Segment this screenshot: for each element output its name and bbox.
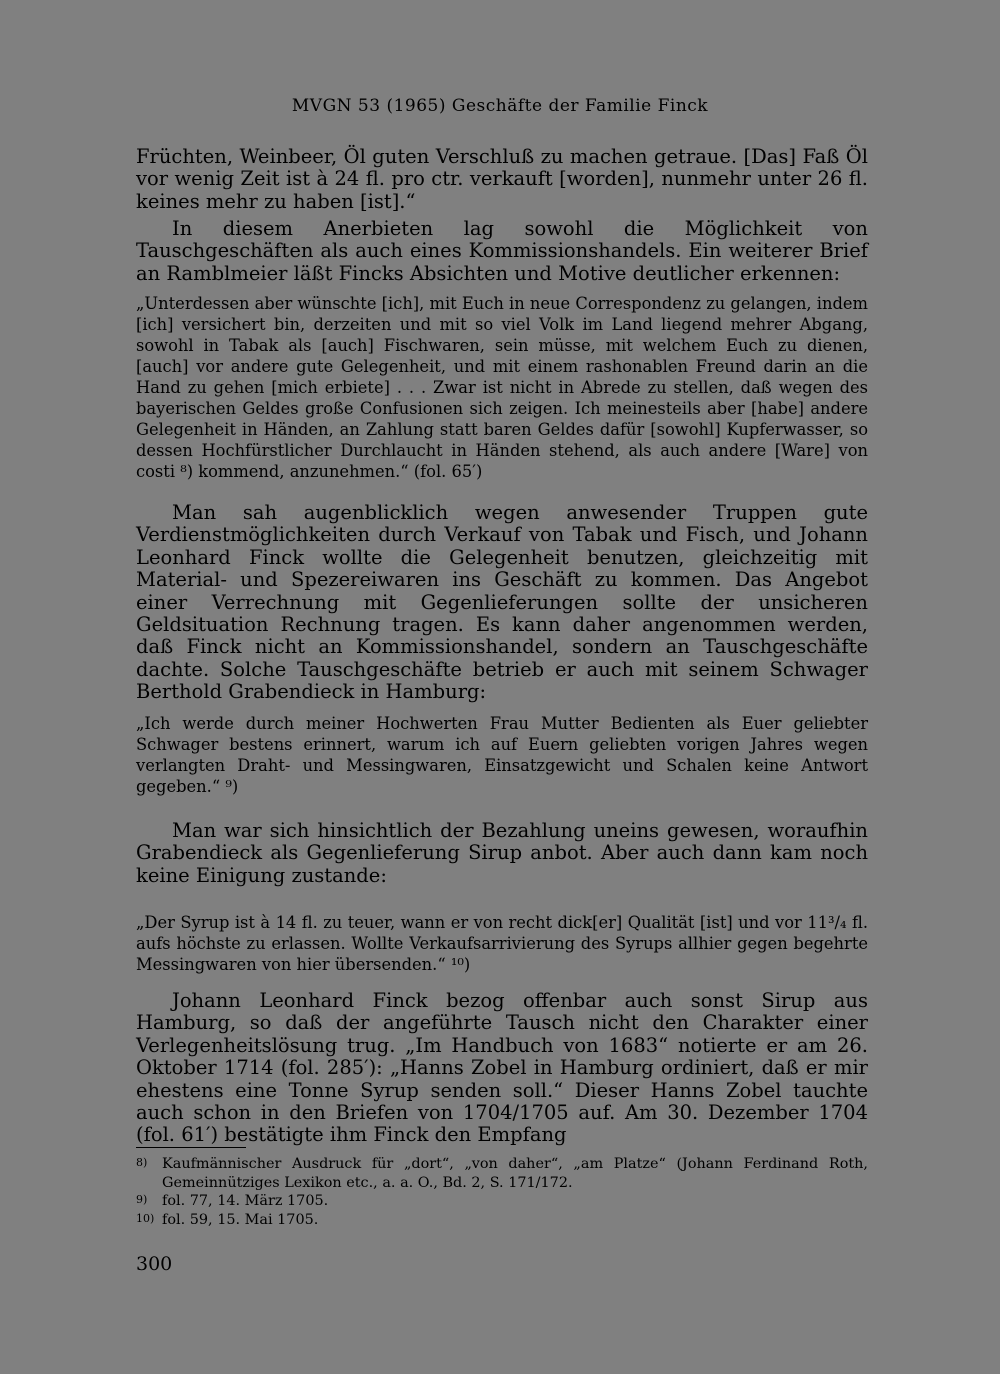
footnote-mark: 10) [136, 1211, 155, 1225]
paragraph-offer: In diesem Anerbieten lag sowohl die Möglichkeit von Tauschgeschäften als auch eines Kommissionshandels. Ein weiterer Brief an Ramblmeier läßt Fincks Absichten und Motive deutlicher erkennen: [136, 217, 868, 285]
text-block-8 [136, 990, 868, 1147]
text-block-2 [136, 218, 868, 285]
footnote-10 [136, 1211, 868, 1230]
text-block-4 [136, 502, 868, 704]
page-number: 300 [136, 1253, 173, 1275]
text-block-6 [136, 820, 868, 887]
text-block-1 [136, 146, 868, 213]
text-block-7 [136, 912, 868, 975]
footnote-mark: 9) [136, 1193, 148, 1206]
footnote-divider [136, 1147, 246, 1148]
quote-grabendieck: „Ich werde durch meiner Hochwerten Frau Mutter Bedienten als Euer geliebter Schwager bestens erinnert, warum ich auf Euern geliebten vorigen Jahres wegen verlangten Draht- und Messingwaren, Einsatzgewicht und Schalen keine Antwort gegeben.“ ⁹) [136, 714, 868, 796]
quote-ramblmeier: „Unterdessen aber wünschte [ich], mit Euch in neue Correspondenz zu gelangen, indem [ich] versichert bin, derzeiten und mit so viel Volk im Land liegend mehrer Abgang, sowohl in Tabak als [auch] Fischwaren, sein müsse, mit welchem Euch zu dienen, [auch] vor andere gute Gelegenheit, und mit einem rashonablen Freund darin an die Hand zu gehen [mich erbiete] . . . Zwar ist nicht in Abrede zu stellen, daß wegen des bayerischen Geldes große Confusionen sich zeigen. Ich meinesteils aber [habe] andere Gelegenheit in Händen, an Zahlung statt baren Geldes dafür [sowohl] Kupferwasser, so dessen Hochfürstlicher Durchlaucht in Händen stehend, als auch andere [Ware] von costi ⁸) kommend, anzunehmen.“ (fol. 65′) [136, 294, 868, 481]
text-block-5 [136, 713, 868, 797]
paragraph-bezahlung: Man war sich hinsichtlich der Bezahlung uneins gewesen, woraufhin Grabendieck als Gegenlieferung Sirup anbot. Aber auch dann kam noch keine Einigung zustande: [136, 819, 868, 887]
footnote-mark: 8) [136, 1156, 148, 1169]
paragraph-truppen: Man sah augenblicklich wegen anwesender Truppen gute Verdienstmöglichkeiten durch Verkauf von Tabak und Fisch, und Johann Leonhard Finck wollte die Gelegenheit benutzen, gleichzeitig mit Material- und Spezereiwaren ins Geschäft zu kommen. Das Angebot einer Verrechnung mit Gegenlieferungen sollte der unsicheren Geldsituation Rechnung tragen. Es kann daher angenommen werden, daß Finck nicht an Kommissionshandel, sondern an Tauschgeschäfte dachte. Solche Tauschgeschäfte betrieb er auch mit seinem Schwager Berthold Grabendieck in Hamburg: [136, 501, 868, 704]
quote-syrup: „Der Syrup ist à 14 fl. zu teuer, wann er von recht dick[er] Qualität [ist] und vor 11³/₄ fl. aufs höchste zu erlassen. Wollte Verkaufsarrivierung des Syrups allhier gegen begehrte Messingwaren von hier übersenden.“ ¹⁰) [136, 913, 868, 974]
paragraph-continuation: Früchten, Weinbeer, Öl guten Verschluß zu machen getraue. [Das] Faß Öl vor wenig Zeit ist à 24 fl. pro ctr. verkauft [worden], nunmehr unter 26 fl. keines mehr zu haben [ist].“ [136, 145, 868, 213]
paragraph-sirup-hamburg: Johann Leonhard Finck bezog offenbar auch sonst Sirup aus Hamburg, so daß der angeführte Tausch nicht den Charakter einer Verlegenheitslösung trug. „Im Handbuch von 1683“ notierte er am 26. Oktober 1714 (fol. 285′): „Hanns Zobel in Hamburg ordiniert, daß er mir ehestens eine Tonne Syrup senden soll.“ Dieser Hanns Zobel tauchte auch schon in den Briefen von 1704/1705 auf. Am 30. Dezember 1704 (fol. 61′) bestätigte ihm Finck den Empfang [136, 989, 868, 1147]
footnote-text: fol. 59, 15. Mai 1705. [162, 1211, 319, 1228]
footnote-text: fol. 77, 14. März 1705. [162, 1193, 329, 1209]
text-block-3 [136, 293, 868, 482]
footnote-text: Kaufmännischer Ausdruck für „dort“, „von daher“, „am Platze“ (Johann Ferdinand Roth, Gemeinnütziges Lexikon etc., a. a. O., Bd. 2, S. 171/172. [162, 1156, 868, 1191]
footnote-8 [136, 1155, 868, 1192]
footnotes [136, 1155, 868, 1229]
running-head: MVGN 53 (1965) Geschäfte der Familie Finck [291, 96, 709, 116]
footnote-9 [136, 1192, 868, 1211]
